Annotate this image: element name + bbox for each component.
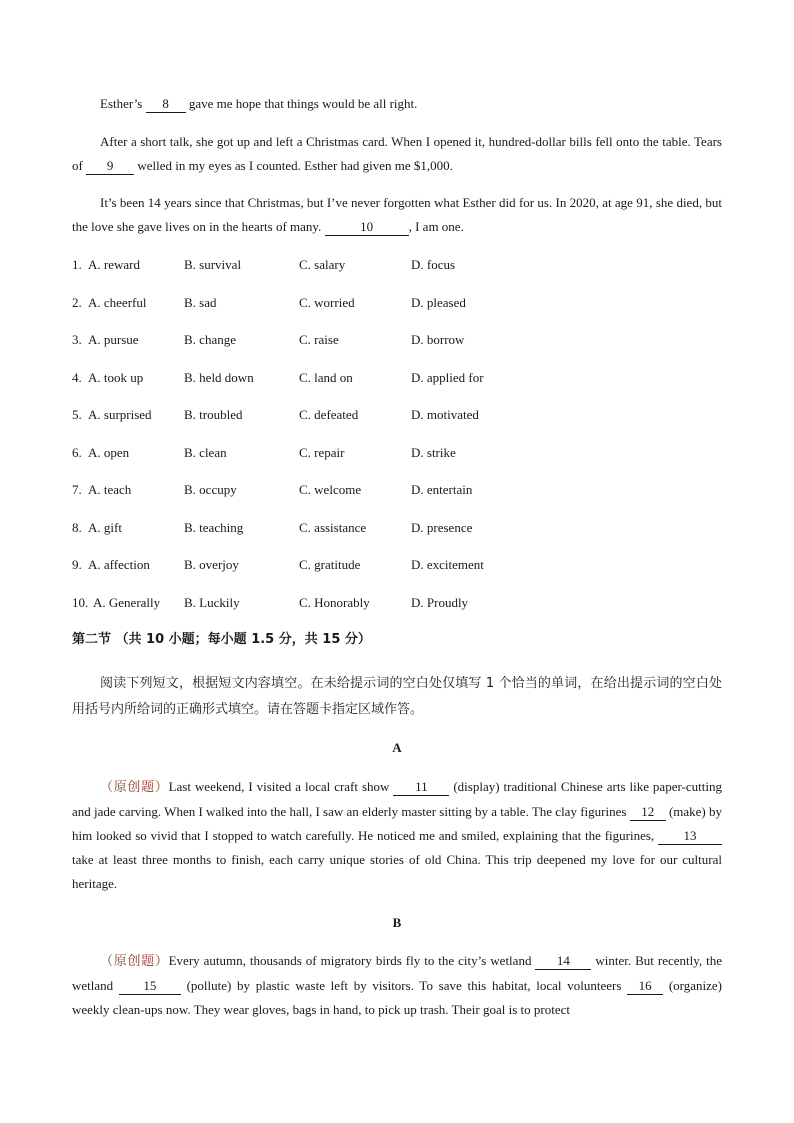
option-d: D. strike xyxy=(411,444,456,460)
option-a: A. open xyxy=(88,444,130,460)
question-number: 3. xyxy=(72,332,82,347)
blank-13: 13 xyxy=(658,828,722,845)
blank-12: 12 xyxy=(630,804,666,821)
option-b: B. teaching xyxy=(184,519,244,535)
text: After a short talk, she got up and left a Christmas card. When I opened it, hundred-dollar bills fell onto the table. Tears of xyxy=(72,134,722,173)
text: gave me hope that things would be all right. xyxy=(185,96,418,111)
option-d: D. presence xyxy=(411,519,473,535)
instructions: 阅读下列短文，根据短文内容填空。在未给提示词的空白处仅填写 1 个恰当的单词，在给出提示词的空白处用括号内所给词的正确形式填空。请在答题卡指定区域作答。 xyxy=(72,676,722,717)
text: , I am one. xyxy=(408,219,464,234)
option-d: D. excitement xyxy=(411,557,484,572)
blank-8: 8 xyxy=(146,96,186,113)
option-b: B. troubled xyxy=(184,407,243,422)
question-row xyxy=(72,443,722,463)
blank-15: 15 xyxy=(119,978,181,995)
option-c: C. worried xyxy=(299,294,355,310)
text: take at least three months to finish, each carry unique stories of old China. This trip deepened my love for our cultural heritage. xyxy=(72,852,722,891)
option-a: A. teach xyxy=(88,482,132,497)
option-a: A. pursue xyxy=(88,332,139,347)
paragraph-8 xyxy=(72,92,722,116)
option-c: C. welcome xyxy=(299,482,362,497)
text: winter. But recently, the wetland xyxy=(72,953,722,993)
passage-b xyxy=(72,949,722,1022)
blank-16: 16 xyxy=(627,978,663,995)
option-c: C. assistance xyxy=(299,519,367,535)
question-row xyxy=(72,480,722,500)
passage-a xyxy=(72,775,722,896)
text: Esther’s xyxy=(100,96,146,111)
question-row xyxy=(72,518,722,538)
question-row xyxy=(72,368,722,388)
question-number: 5. xyxy=(72,407,82,422)
text: Every autumn, thousands of migratory birds fly to the city’s wetland xyxy=(168,953,536,968)
option-c: C. raise xyxy=(299,332,339,347)
option-b: B. Luckily xyxy=(184,594,240,610)
option-b: B. held down xyxy=(184,369,254,385)
option-d: D. applied for xyxy=(411,369,484,385)
option-b: B. occupy xyxy=(184,482,237,497)
question-row xyxy=(72,555,722,575)
text: Last weekend, I visited a local craft show xyxy=(168,779,394,794)
option-d: D. Proudly xyxy=(411,594,469,610)
question-number: 8. xyxy=(72,519,82,535)
option-a: A. cheerful xyxy=(88,294,147,310)
blank-14: 14 xyxy=(535,953,591,970)
text: welled in my eyes as I counted. Esther had given me $1,000. xyxy=(134,158,453,173)
text: It’s been 14 years since that Christmas, but I’ve never forgotten what Esther did for us. In 2020, at age 91, she died, but the love she gave lives on in the hearts of many. xyxy=(72,195,722,234)
option-a: A. Generally xyxy=(93,594,161,610)
option-d: D. focus xyxy=(411,257,456,272)
question-number: 1. xyxy=(72,257,82,272)
question-number: 4. xyxy=(72,369,82,385)
paragraph-10 xyxy=(72,191,722,239)
blank-11: 11 xyxy=(393,779,449,796)
option-c: C. repair xyxy=(299,444,345,460)
original-tag: （原创题） xyxy=(100,954,169,969)
option-a: A. reward xyxy=(88,257,140,272)
option-b: B. clean xyxy=(184,444,227,460)
question-row xyxy=(72,255,722,275)
question-number: 6. xyxy=(72,444,82,460)
section-heading: 第二节 （共 10 小题；每小题 1.5 分，共 15 分） xyxy=(72,632,371,647)
option-d: D. pleased xyxy=(411,294,466,310)
option-b: B. survival xyxy=(184,257,242,272)
question-row xyxy=(72,293,722,313)
original-tag: （原创题） xyxy=(100,780,169,795)
passage-b-label: B xyxy=(392,915,402,930)
blank-10: 10 xyxy=(325,219,409,236)
option-a: A. took up xyxy=(88,369,144,385)
option-a: A. surprised xyxy=(88,407,152,422)
option-b: B. overjoy xyxy=(184,557,239,572)
question-row xyxy=(72,405,722,425)
question-number: 7. xyxy=(72,482,82,497)
option-b: B. sad xyxy=(184,294,217,310)
option-b: B. change xyxy=(184,332,236,347)
question-number: 2. xyxy=(72,294,82,310)
question-number: 9. xyxy=(72,557,82,572)
option-c: C. Honorably xyxy=(299,594,370,610)
option-c: C. salary xyxy=(299,257,346,272)
paragraph-9 xyxy=(72,130,722,178)
option-c: C. gratitude xyxy=(299,557,361,572)
option-a: A. gift xyxy=(88,519,122,535)
option-d: D. borrow xyxy=(411,332,465,347)
blank-9: 9 xyxy=(86,158,134,175)
text: (display) traditional Chinese arts like paper-cutting and jade carving. When I walked into the hall, I saw an elderly master sitting by a table. The clay figurines xyxy=(72,779,722,819)
text: (make) by him looked so vivid that I stopped to watch carefully. He noticed me and smiled, explaining that the figurines, xyxy=(72,804,723,843)
option-c: C. land on xyxy=(299,369,353,385)
question-row xyxy=(72,330,722,350)
passage-a-label: A xyxy=(392,740,402,755)
option-a: A. affection xyxy=(88,557,150,572)
option-d: D. entertain xyxy=(411,482,473,497)
option-d: D. motivated xyxy=(411,407,479,422)
question-number: 10. xyxy=(72,594,89,610)
text: (organize) weekly clean-ups now. They wear gloves, bags in hand, to pick up trash. Their goal is to protect xyxy=(72,978,722,1017)
text: (pollute) by plastic waste left by visitors. To save this habitat, local volunteers xyxy=(180,978,628,993)
option-c: C. defeated xyxy=(299,407,359,422)
question-row xyxy=(72,593,722,613)
